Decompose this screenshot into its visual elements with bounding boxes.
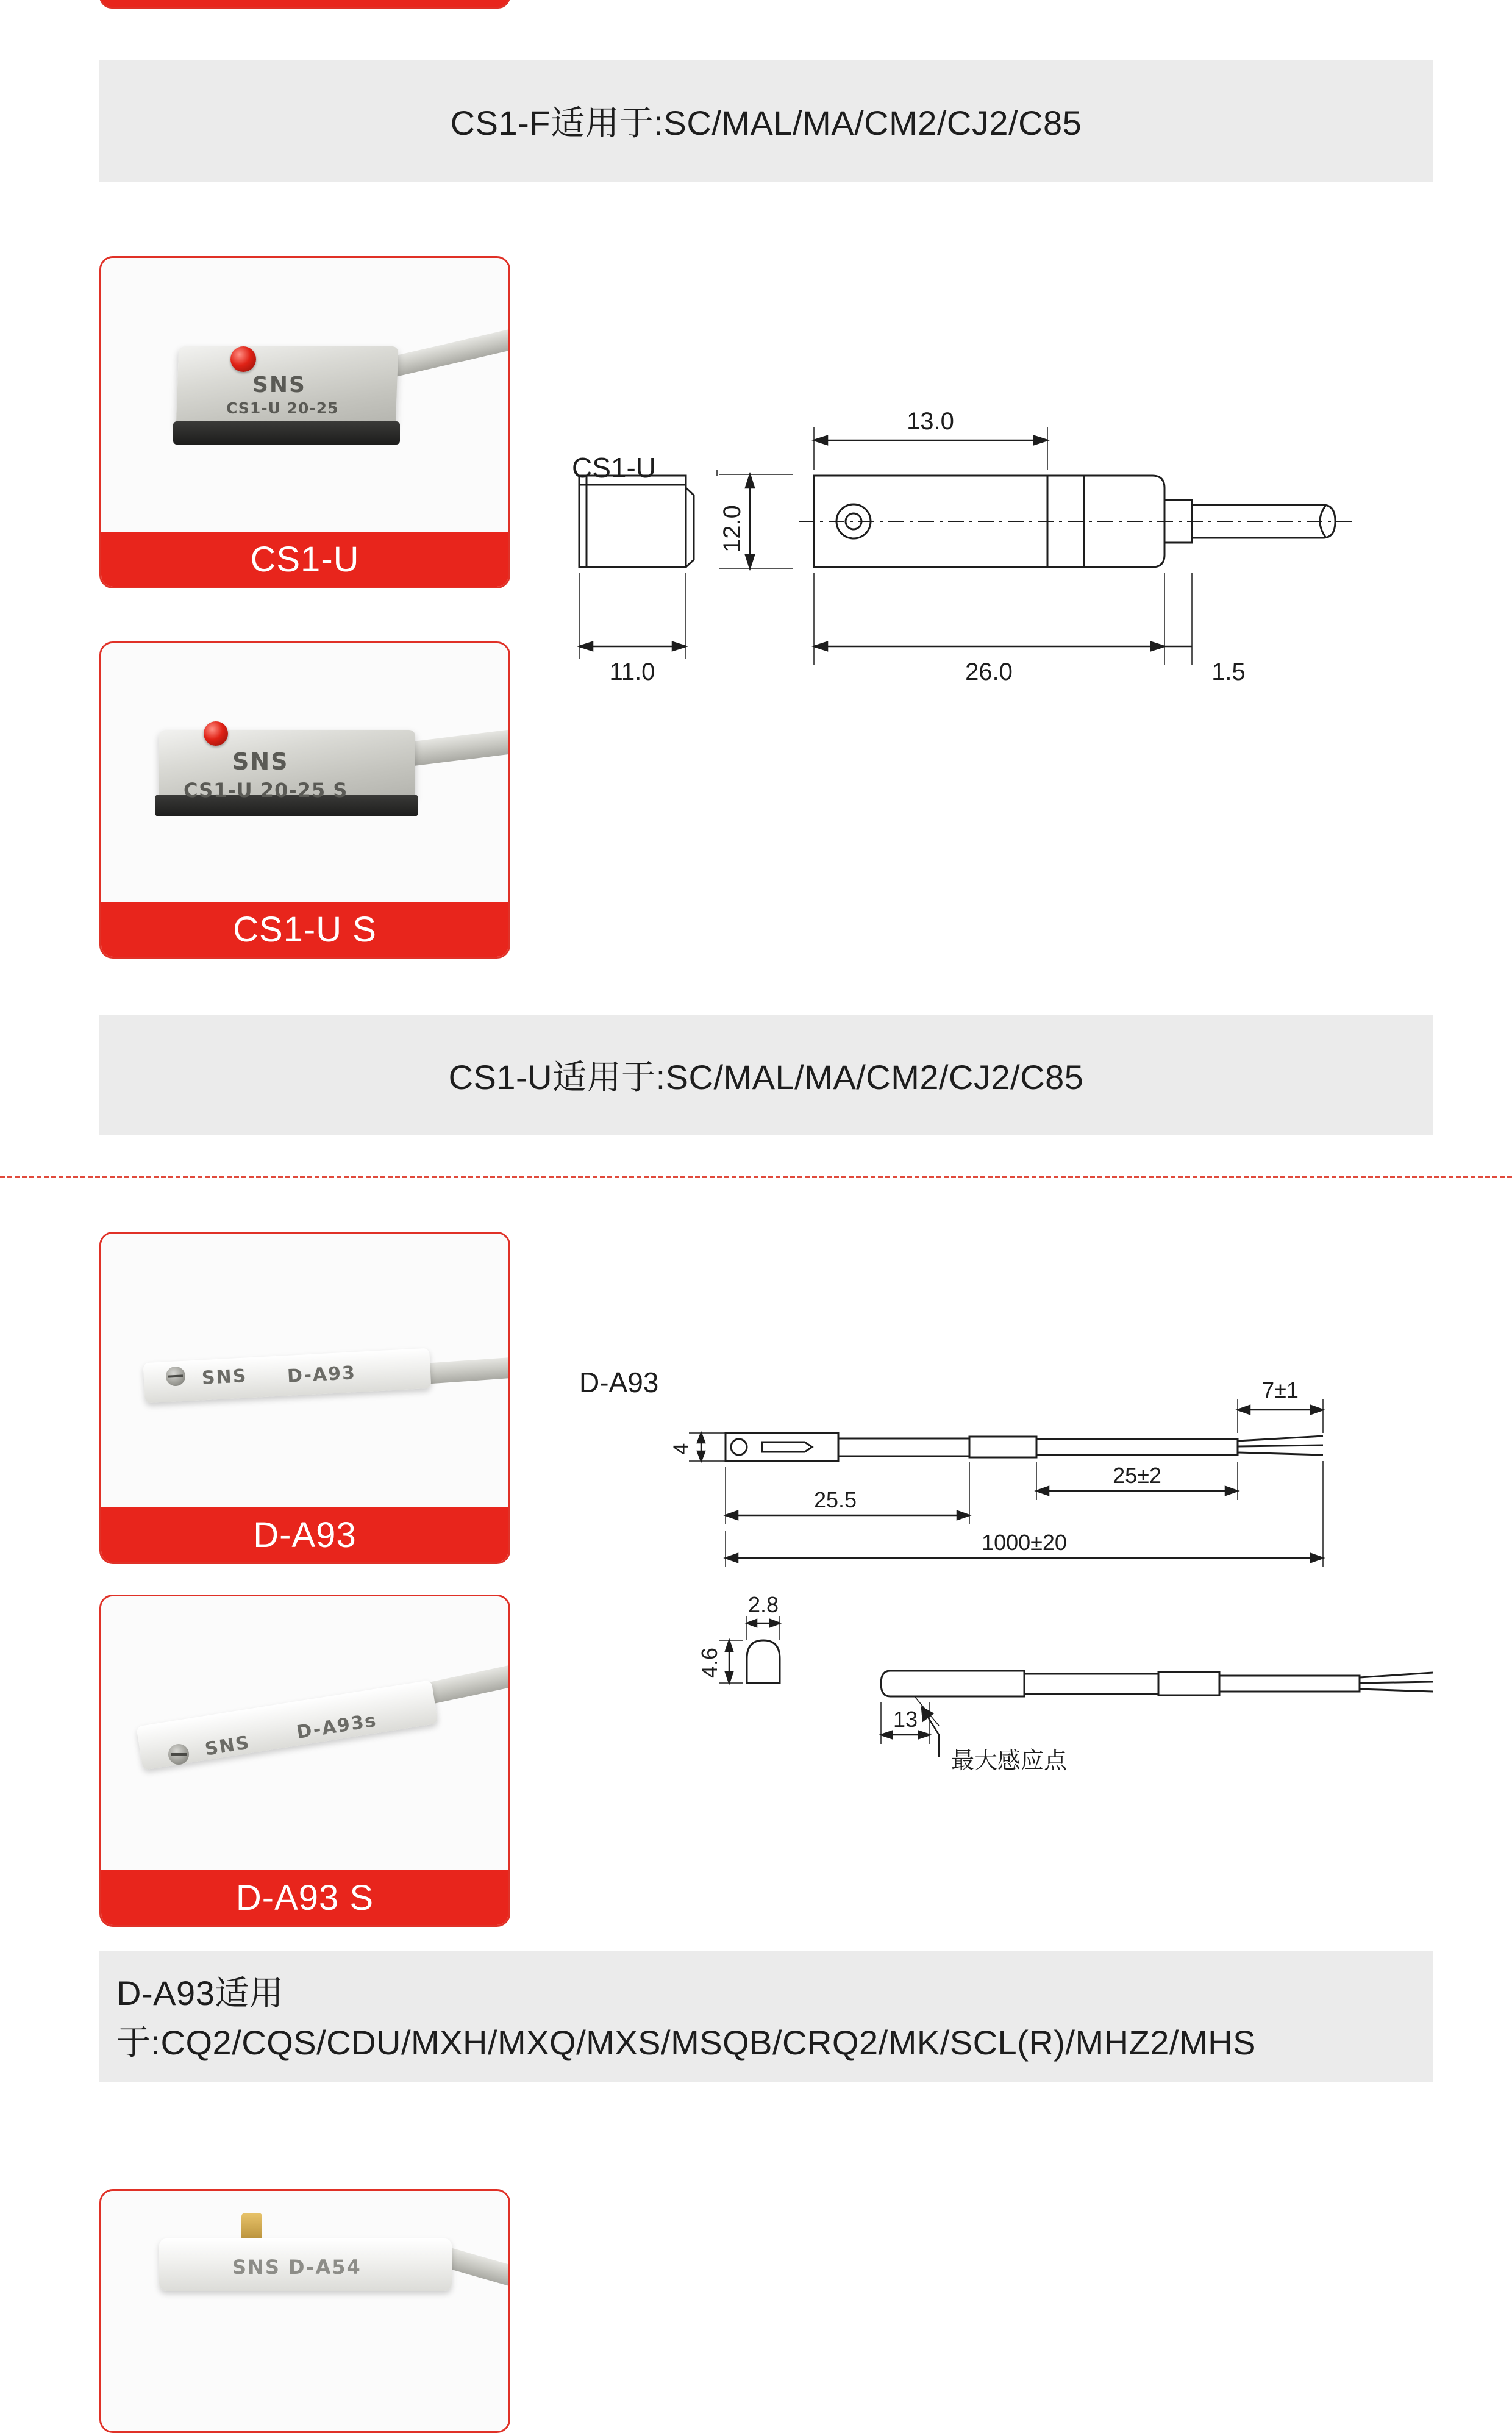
product-photo-cs1us [101, 643, 508, 906]
section-divider [0, 1176, 1512, 1178]
product-label-cs1u: CS1-U [101, 532, 508, 587]
product-photo-da93s [101, 1596, 508, 1874]
product-label-cs1us: CS1-U S [101, 902, 508, 957]
dim-13: 13 [893, 1707, 918, 1732]
previous-card-bottom-edge [99, 0, 510, 9]
drawing-svg-cs1u [537, 402, 1488, 793]
dim-7pm1: 7±1 [1262, 1377, 1299, 1402]
dim-26-0: 26.0 [965, 659, 1013, 685]
product-card-da93[interactable] [99, 1232, 510, 1564]
caption-cs1f: CS1-F适用于:SC/MAL/MA/CM2/CJ2/C85 [99, 60, 1433, 182]
product-label-da93: D-A93 [101, 1507, 508, 1562]
product-photo-da93 [101, 1234, 508, 1511]
dim-12-0: 12.0 [719, 505, 746, 552]
led-indicator-art [204, 721, 228, 746]
product-card-da93s[interactable] [99, 1595, 510, 1927]
caption-cs1u: CS1-U适用于:SC/MAL/MA/CM2/CJ2/C85 [99, 1015, 1433, 1135]
photo-model-text: D-A93s [295, 1709, 379, 1744]
dim-25-5: 25.5 [813, 1487, 857, 1512]
photo-brand-text: SNS [203, 1732, 252, 1760]
drawing-da93 [549, 1342, 1488, 1823]
photo-model-text: D-A93 [287, 1362, 357, 1387]
drawing-title-cs1u: CS1-U [572, 452, 657, 484]
dim-2-8: 2.8 [747, 1592, 779, 1617]
dim-4-6: 4.6 [697, 1647, 722, 1679]
photo-model-text: SNS D-A54 [232, 2256, 362, 2279]
dim-13-0: 13.0 [907, 408, 954, 435]
product-card-cs1us[interactable] [99, 641, 510, 959]
photo-model-text: CS1-U 20-25 [226, 399, 339, 417]
dim-25pm2: 25±2 [1113, 1463, 1161, 1488]
product-card-da54[interactable] [99, 2189, 510, 2433]
product-photo-da54 [101, 2191, 508, 2433]
brass-screw-art [241, 2213, 262, 2241]
sensor-base-art [173, 421, 400, 445]
screw-art [168, 1744, 189, 1765]
photo-brand-text: SNS [201, 1365, 248, 1389]
photo-brand-text: SNS [252, 373, 306, 398]
product-photo-cs1u [101, 258, 508, 535]
drawing-cs1u [537, 402, 1488, 793]
caption-da93: D-A93适用于:CQ2/CQS/CDU/MXH/MXQ/MXS/MSQB/CRQ2/MK/SCL(R)/MHZ2/MHS [99, 1951, 1433, 2082]
led-indicator-art [230, 346, 256, 372]
dim-4: 4 [669, 1443, 693, 1455]
dim-1000pm20: 1000±20 [982, 1530, 1067, 1555]
product-card-cs1u[interactable] [99, 256, 510, 588]
dim-1-5: 1.5 [1211, 659, 1246, 685]
drawing-svg-da93 [549, 1342, 1488, 1823]
dim-11-0: 11.0 [609, 659, 655, 685]
photo-model-text: CS1-U 20-25 S [184, 779, 348, 802]
product-label-da93s: D-A93 S [101, 1870, 508, 1925]
photo-brand-text: SNS [232, 748, 289, 775]
annotation-max-sense-point: 最大感应点 [951, 1748, 1068, 1774]
drawing-title-da93: D-A93 [579, 1367, 659, 1398]
